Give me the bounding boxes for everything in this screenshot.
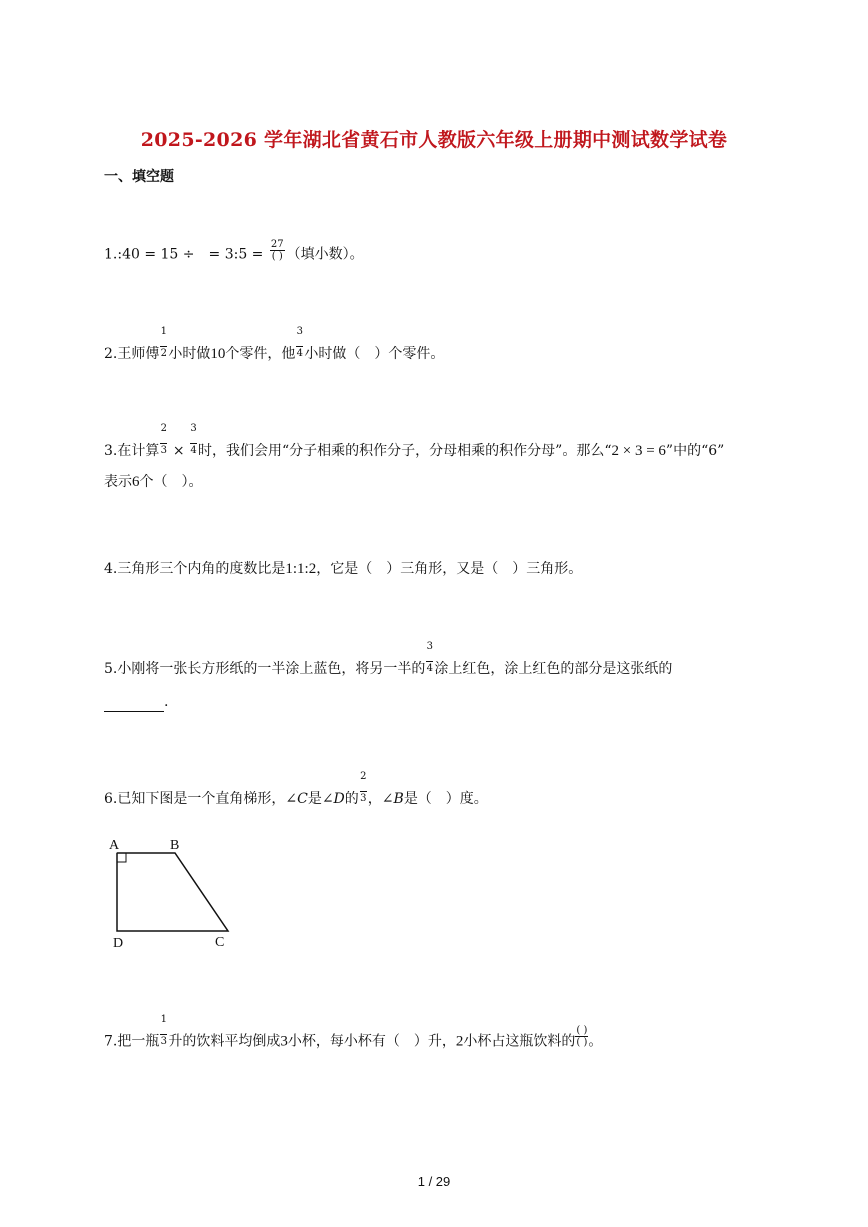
question-3: [104, 423, 725, 461]
q3-text-1: 3.在计算: [104, 443, 160, 459]
question-5: [104, 641, 673, 679]
right-angle-mark: [117, 853, 126, 862]
question-3-line-2: [104, 472, 203, 492]
q7-text-1: 7.把一瓶: [104, 1033, 160, 1050]
q6-angle-b: ∠B: [381, 791, 404, 807]
q1-equation: :40 = 15 ÷ = 3:5 =: [117, 246, 264, 263]
q5-answer-blank[interactable]: [104, 697, 164, 712]
q3-fraction-1: [159, 423, 168, 459]
q5-text-1: 5.小刚将一张长方形纸的一半涂上蓝色，将另一半的: [104, 661, 426, 677]
q7-f1-num: 1: [160, 1013, 168, 1025]
q5-f-num: 3: [426, 641, 434, 652]
q6-text-1: 6.已知下图是一个直角梯形，: [104, 791, 286, 807]
q6-text-2: 是: [307, 791, 322, 807]
q5-f-den: 4: [426, 663, 434, 674]
q7-f2-den: ( ): [576, 1037, 588, 1048]
q7-text-5: 。: [588, 1033, 603, 1050]
q7-number-1: 3: [280, 1033, 288, 1050]
q7-text-3: 小杯，每小杯有（ ）升，: [287, 1033, 456, 1050]
q3-number: 6: [132, 474, 140, 490]
q3-f1-num: 2: [160, 423, 168, 434]
q3-text-5: 个（ ）。: [139, 474, 203, 490]
q2-f1-num: 1: [160, 326, 168, 337]
q2-f2-num: 3: [296, 326, 304, 337]
q2-text-2: 小时做: [168, 346, 211, 362]
q3-f1-den: 3: [160, 445, 168, 456]
q6-angle-c: ∠C: [285, 791, 308, 807]
q7-fraction-2: [575, 1025, 588, 1048]
section-heading: 一、填空题: [104, 169, 174, 185]
q3-f2-num: 3: [190, 423, 197, 434]
q6-text-3: 的: [344, 791, 359, 807]
q2-text-4: 小时做（ ）个零件。: [304, 346, 445, 362]
q6-fraction: [359, 771, 368, 807]
q7-f2-num: ( ): [576, 1025, 588, 1036]
q4-text-2: ，它是（ ）三角形，又是（ ）三角形。: [316, 561, 583, 577]
document-title: 2025-2026 学年湖北省黄石市人教版六年级上册期中测试数学试卷: [140, 129, 728, 151]
q2-fraction-2: [295, 326, 304, 362]
q6-text-5: 是（ ）度。: [403, 791, 488, 807]
q4-ratio: 1:1:2: [285, 561, 317, 577]
question-2: [104, 326, 445, 364]
q3-text-4: 表示: [104, 474, 132, 490]
q4-text-1: 4.三角形三个内角的度数比是: [104, 561, 286, 577]
q5-fraction: [425, 641, 434, 677]
q3-equation: 2 × 3 = 6: [611, 443, 666, 459]
q1-number: 1.: [104, 246, 118, 263]
q3-times: ×: [172, 443, 185, 459]
question-6: [104, 771, 488, 809]
q3-text-2: 时，我们会用“分子相乘的积作分子，分母相乘的积作分母”。那么“: [198, 443, 612, 459]
q6-text-4: ，: [367, 791, 382, 807]
label-a: A: [109, 838, 120, 853]
q1-tail: （填小数）。: [286, 246, 364, 263]
question-7: [104, 1013, 603, 1053]
q2-text-1: 2.王师傅: [104, 346, 160, 362]
question-1: [104, 239, 364, 266]
q3-text-3: ”中的“6”: [665, 443, 725, 459]
q7-text-4: 小杯占这瓶饮料的: [463, 1033, 576, 1050]
q2-fraction-1: [159, 326, 168, 362]
q2-f2-den: 4: [296, 348, 304, 359]
q1-frac-den: ( ): [271, 251, 283, 262]
q2-text-3: 个零件，他: [225, 346, 296, 362]
q7-f1-den: 3: [160, 1035, 168, 1047]
q5-text-2: 涂上红色，涂上红色的部分是这张纸的: [434, 661, 673, 677]
q1-fraction: [270, 239, 285, 262]
question-5-line-2: [104, 692, 168, 712]
trapezoid-figure: [100, 832, 240, 952]
q6-angle-d: ∠D: [321, 791, 345, 807]
q2-number: 10: [210, 346, 226, 362]
q6-f-num: 2: [360, 771, 367, 782]
label-c: C: [215, 935, 225, 950]
trapezoid-outline: [117, 853, 228, 931]
q3-fraction-2: [189, 423, 198, 459]
q2-f1-den: 2: [160, 348, 168, 359]
label-d: D: [113, 936, 124, 951]
page-number: 1 / 29: [417, 1174, 451, 1189]
label-b: B: [170, 838, 180, 853]
q5-period: .: [164, 694, 169, 710]
q1-frac-num: 27: [270, 239, 284, 250]
q7-text-2: 升的饮料平均倒成: [168, 1033, 281, 1050]
question-4: [104, 559, 582, 579]
q3-f2-den: 4: [190, 445, 197, 456]
q7-fraction-1: [159, 1013, 168, 1050]
q7-number-2: 2: [455, 1033, 464, 1050]
q6-f-den: 3: [360, 793, 367, 804]
